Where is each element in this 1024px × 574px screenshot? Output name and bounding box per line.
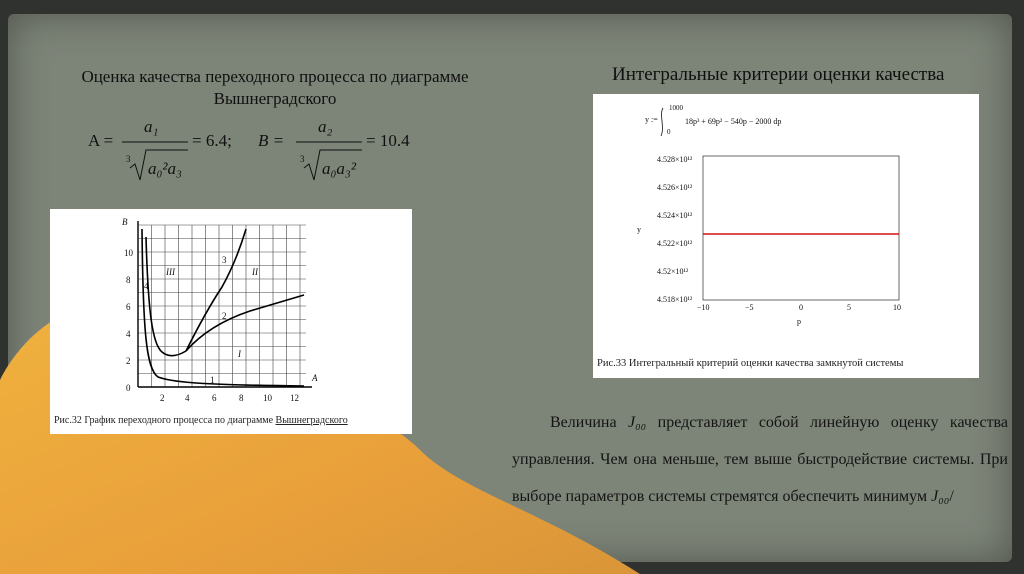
plot-y-tick: 4.528×10¹² xyxy=(657,155,693,164)
plot-y-label: y xyxy=(637,225,641,234)
integral-criterion-figure xyxy=(593,94,979,378)
formula-a-numerator: a₁ xyxy=(144,117,159,136)
plot-y-tick: 4.518×10¹² xyxy=(657,295,693,304)
plot-x-label: p xyxy=(797,317,801,326)
paragraph-part1: Величина xyxy=(550,414,629,431)
plot-x-tick: 10 xyxy=(893,303,901,312)
left-title-line1: Оценка качества переходного процесса по диаграмме xyxy=(81,67,469,86)
diagram-y-tick: 4 xyxy=(126,329,131,339)
formula-b-lhs: B = xyxy=(258,131,285,150)
formula-a-lhs: A = xyxy=(88,131,114,150)
formula-a-root-index: 3 xyxy=(126,154,131,164)
integral-criterion-plot xyxy=(593,94,979,378)
diagram-region-label: I xyxy=(238,349,241,359)
svg-text:Рис.32 График переходного проц xyxy=(54,415,348,426)
plot-x-tick: 5 xyxy=(847,303,851,312)
plot-integrand: 18p³ + 69p² − 540p − 2000 dp xyxy=(685,117,782,126)
diagram-y-axis-label: B xyxy=(122,217,128,227)
plot-y-tick: 4.526×10¹² xyxy=(657,183,693,192)
diagram-x-tick: 10 xyxy=(263,393,272,403)
diagram-y-tick: 6 xyxy=(126,302,131,312)
diagram-x-tick: 12 xyxy=(290,393,299,403)
diagram-curve-1 xyxy=(142,229,304,386)
paragraph-part3: / xyxy=(949,488,954,505)
plot-x-tick: −10 xyxy=(697,303,710,312)
diagram-curve-label: 2 xyxy=(222,311,227,321)
figure32-caption-link: Вышнеградского xyxy=(275,415,348,426)
diagram-region-label: II xyxy=(252,267,258,277)
formula-b-root-index: 3 xyxy=(300,154,305,164)
plot-x-tick: 0 xyxy=(799,303,803,312)
vyshnegradsky-diagram xyxy=(50,209,412,434)
diagram-x-tick: 6 xyxy=(212,393,217,403)
diagram-x-axis-label: A xyxy=(312,373,318,383)
diagram-y-tick: 2 xyxy=(126,356,131,366)
figure32-caption: Рис.32 График переходного процесса по диаграмме xyxy=(54,415,276,426)
diagram-curve-4 xyxy=(146,237,186,356)
diagram-y-tick: 8 xyxy=(126,275,131,285)
vyshnegradsky-diagram-figure xyxy=(50,209,412,434)
vyshnegradsky-formula xyxy=(78,112,438,192)
plot-y-tick: 4.52×10¹² xyxy=(657,267,689,276)
diagram-y-tick: 0 xyxy=(126,383,131,393)
diagram-x-tick: 8 xyxy=(239,393,244,403)
diagram-curve-label: 1 xyxy=(210,375,215,385)
left-title-line2: Вышнеградского xyxy=(213,89,337,108)
formula-b-numerator: a₂ xyxy=(318,117,333,136)
plot-integral-upper: 1000 xyxy=(669,104,683,112)
diagram-y-tick: 10 xyxy=(124,248,133,258)
formula-a-value: = 6.4; xyxy=(192,131,232,150)
paragraph-symbol-j00: J₀₀ xyxy=(931,488,950,505)
formula-a-denominator: a₀²a₃ xyxy=(148,159,182,178)
plot-y-tick: 4.522×10¹² xyxy=(657,239,693,248)
diagram-curve-label: 3 xyxy=(222,255,227,265)
diagram-region-label: III xyxy=(166,267,175,277)
paragraph-part2: представляет собой линейную оценку качества управления. Чем она меньше, тем выше быстродействие системы. При выборе параметров системы стремятся обеспечить минимум xyxy=(512,414,1009,505)
plot-y-tick: 4.524×10¹² xyxy=(657,211,693,220)
left-section-title xyxy=(40,66,510,110)
plot-integral-lower: 0 xyxy=(667,128,671,136)
paragraph-symbol-j00: J₀₀ xyxy=(628,414,647,431)
plot-x-tick: −5 xyxy=(745,303,754,312)
formula-b-denominator: a₀a₃² xyxy=(322,159,356,178)
diagram-x-tick: 4 xyxy=(185,393,190,403)
formula-b-value: = 10.4 xyxy=(366,131,410,150)
figure33-caption: Рис.33 Интегральный критерий оценки качества замкнутой системы xyxy=(597,358,904,369)
diagram-curve-label: 4 xyxy=(144,281,149,291)
plot-equation-lhs: y := xyxy=(645,115,658,124)
description-paragraph xyxy=(512,404,1008,515)
diagram-x-tick: 2 xyxy=(160,393,165,403)
right-section-title: Интегральные критерии оценки качества xyxy=(612,64,945,85)
